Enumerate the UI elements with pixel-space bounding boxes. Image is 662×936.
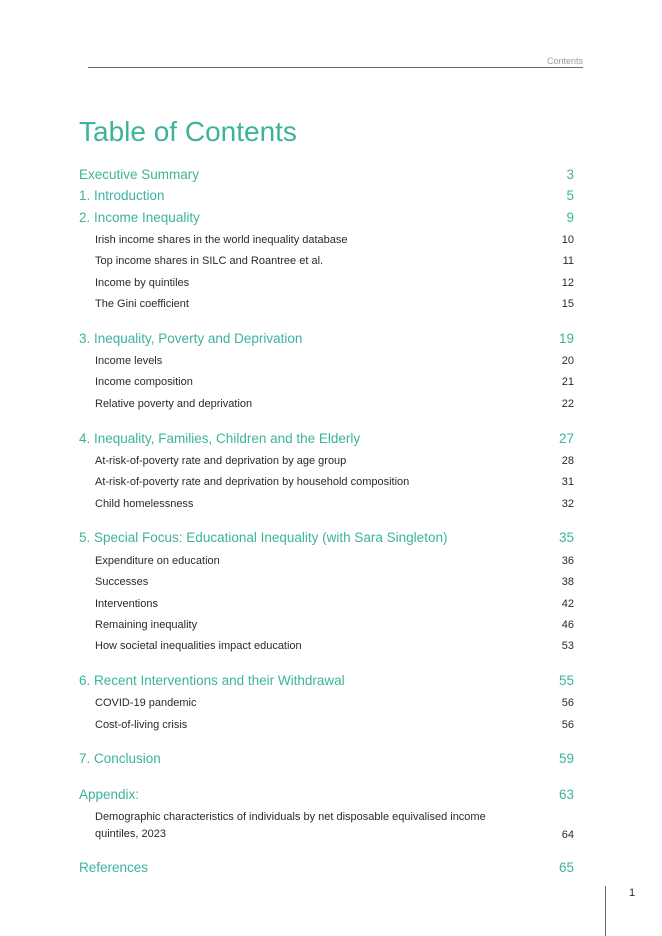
running-header (88, 56, 583, 68)
toc-entry-conclusion[interactable] (79, 750, 574, 768)
toc-subentry-page: 20 (561, 355, 574, 367)
toc-subentry-page: 10 (561, 234, 574, 246)
toc-subentry-label: At-risk-of-poverty rate and deprivation by household composition (95, 476, 410, 488)
toc-entry-label: 2. Income Inequality (79, 210, 200, 225)
toc-subentry-label: How societal inequalities impact education (95, 640, 302, 652)
toc-subentry-label: Income levels (95, 355, 163, 367)
toc-subentry-label: Successes (95, 576, 149, 588)
toc-entry-appendix[interactable] (79, 786, 574, 804)
toc-entry-educational-inequality[interactable] (79, 529, 574, 547)
toc-subentry-page: 28 (561, 455, 574, 467)
toc-subentry-label: Cost-of-living crisis (95, 719, 188, 731)
toc-subentry-page: 11 (562, 255, 574, 267)
toc-subentry-label: Relative poverty and deprivation (95, 398, 253, 410)
toc-subentry-page: 64 (561, 829, 574, 841)
page-number: 1 (629, 887, 636, 899)
toc-subentry-successes[interactable] (95, 575, 574, 590)
footer-divider (605, 886, 606, 936)
toc-subentry-page: 46 (561, 619, 574, 631)
toc-entry-page: 5 (566, 188, 574, 203)
toc-entry-references[interactable] (79, 859, 574, 877)
toc-subentry-page: 56 (561, 719, 574, 731)
toc-entry-page: 27 (558, 431, 574, 446)
toc-subentry-world-inequality-database[interactable] (95, 233, 574, 248)
toc-subentry-label: Top income shares in SILC and Roantree et al. (95, 255, 324, 267)
toc-entry-page: 35 (558, 530, 574, 545)
toc-subentry-label: Income composition (95, 376, 193, 388)
toc-subentry-page: 21 (561, 376, 574, 388)
toc-subentry-page: 22 (561, 398, 574, 410)
toc-subentry-page: 31 (561, 476, 574, 488)
toc-subentry-page: 36 (561, 555, 574, 567)
toc-subentry-page: 15 (561, 298, 574, 310)
toc-entry-label: 3. Inequality, Poverty and Deprivation (79, 331, 303, 346)
toc-subentry-label: Interventions (95, 598, 158, 610)
toc-entry-page: 63 (558, 787, 574, 802)
toc-subentry-label: At-risk-of-poverty rate and deprivation by age group (95, 455, 347, 467)
toc-subentry-income-by-quintiles[interactable] (95, 276, 574, 291)
toc-entry-label: 4. Inequality, Families, Children and the Elderly (79, 431, 361, 446)
toc-entry-label: Executive Summary (79, 167, 200, 182)
toc-subentry-page: 12 (561, 277, 574, 289)
toc-subentry-interventions[interactable] (95, 597, 574, 612)
toc-subentry-covid-pandemic[interactable] (95, 696, 574, 711)
toc-entry-introduction[interactable] (79, 187, 574, 205)
toc-subentry-expenditure-education[interactable] (95, 554, 574, 569)
toc-subentry-label: Irish income shares in the world inequality database (95, 234, 348, 246)
toc-entry-executive-summary[interactable] (79, 166, 574, 184)
running-header-label: Contents (546, 56, 583, 66)
toc-entry-label: 1. Introduction (79, 188, 165, 203)
toc-entry-page: 55 (558, 673, 574, 688)
toc-subentry-label: Expenditure on education (95, 555, 220, 567)
toc-subentry-label: COVID-19 pandemic (95, 697, 197, 709)
toc-subentry-remaining-inequality[interactable] (95, 618, 574, 633)
toc-entry-page: 19 (558, 331, 574, 346)
toc-subentry-label: Income by quintiles (95, 277, 190, 289)
toc-subentry-poverty-by-age[interactable] (95, 454, 574, 469)
toc-subentry-income-composition[interactable] (95, 375, 574, 390)
toc-subentry-label: Demographic characteristics of individuals by net disposable equivalised income quintiles, 2023 (95, 811, 486, 840)
toc-subentry-page: 38 (561, 576, 574, 588)
toc-entry-page: 3 (566, 167, 574, 182)
toc-subentry-poverty-by-household[interactable] (95, 475, 574, 490)
toc-entry-page: 9 (566, 210, 574, 225)
toc-entry-income-inequality[interactable] (79, 209, 574, 227)
toc-subentry-societal-inequalities[interactable] (95, 639, 574, 654)
toc-subentry-demographic-characteristics[interactable] (95, 809, 574, 843)
toc-subentry-page: 56 (561, 697, 574, 709)
toc-subentry-label: The Gini coefficient (95, 298, 189, 310)
toc-subentry-top-income-shares[interactable] (95, 254, 574, 269)
toc-entry-recent-interventions[interactable] (79, 672, 574, 690)
toc-subentry-label: Remaining inequality (95, 619, 198, 631)
toc-entry-page: 59 (558, 751, 574, 766)
toc-title: Table of Contents (79, 116, 297, 147)
toc-subentry-page: 42 (561, 598, 574, 610)
toc-entry-poverty-deprivation[interactable] (79, 330, 574, 348)
toc-entry-label: 6. Recent Interventions and their Withdrawal (79, 673, 345, 688)
toc-entry-label: 7. Conclusion (79, 751, 161, 766)
toc-subentry-gini-coefficient[interactable] (95, 297, 574, 312)
toc-entry-label: 5. Special Focus: Educational Inequality (with Sara Singleton) (79, 530, 448, 545)
toc-subentry-income-levels[interactable] (95, 354, 574, 369)
toc-entry-label: References (79, 860, 149, 875)
toc-entry-families-children-elderly[interactable] (79, 430, 574, 448)
toc-entry-page: 65 (558, 860, 574, 875)
toc-subentry-child-homelessness[interactable] (95, 497, 574, 512)
toc-subentry-page: 53 (561, 640, 574, 652)
toc-entry-label: Appendix: (79, 787, 140, 802)
toc-subentry-cost-of-living[interactable] (95, 718, 574, 733)
toc-subentry-page: 32 (561, 498, 574, 510)
toc-subentry-relative-poverty[interactable] (95, 397, 574, 412)
toc-subentry-label: Child homelessness (95, 498, 194, 510)
